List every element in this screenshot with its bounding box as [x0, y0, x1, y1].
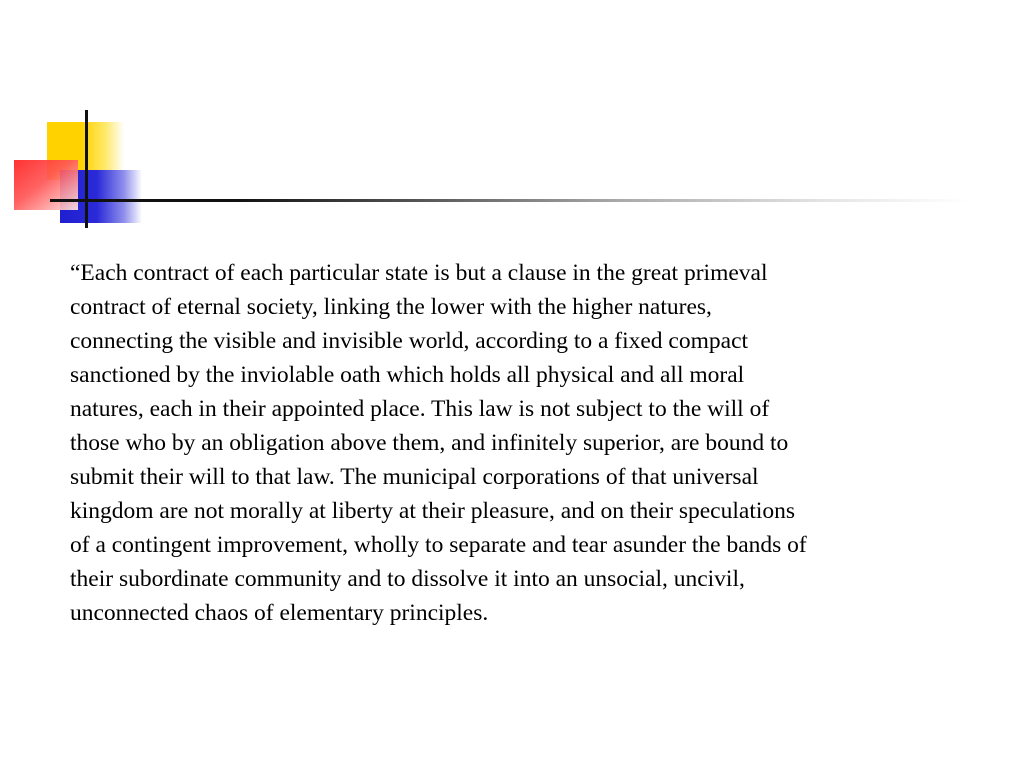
- quote-line: connecting the visible and invisible world, according to a fixed compact: [70, 328, 749, 354]
- quote-line: kingdom are not morally at liberty at their pleasure, and on their speculations: [70, 498, 796, 524]
- quote-line: of a contingent improvement, wholly to separate and tear asunder the bands of: [70, 532, 807, 558]
- quote-line: “Each contract of each particular state is but a clause in the great primeval: [70, 260, 768, 286]
- decorative-vertical-line: [85, 110, 88, 228]
- title-rule-line: [50, 199, 970, 202]
- quote-line: those who by an obligation above them, and infinitely superior, are bound to: [70, 430, 789, 456]
- quote-line: their subordinate community and to dissolve it into an unsocial, uncivil,: [70, 566, 745, 592]
- quote-line: natures, each in their appointed place. This law is not subject to the will of: [70, 396, 770, 422]
- quote-line: unconnected chaos of elementary principles.: [70, 600, 489, 626]
- quote-line: sanctioned by the inviolable oath which holds all physical and all moral: [70, 362, 745, 388]
- decorative-red-square: [14, 160, 78, 210]
- quote-line: contract of eternal society, linking the lower with the higher natures,: [70, 294, 712, 320]
- quote-body: [70, 256, 970, 630]
- quote-line: submit their will to that law. The municipal corporations of that universal: [70, 464, 759, 490]
